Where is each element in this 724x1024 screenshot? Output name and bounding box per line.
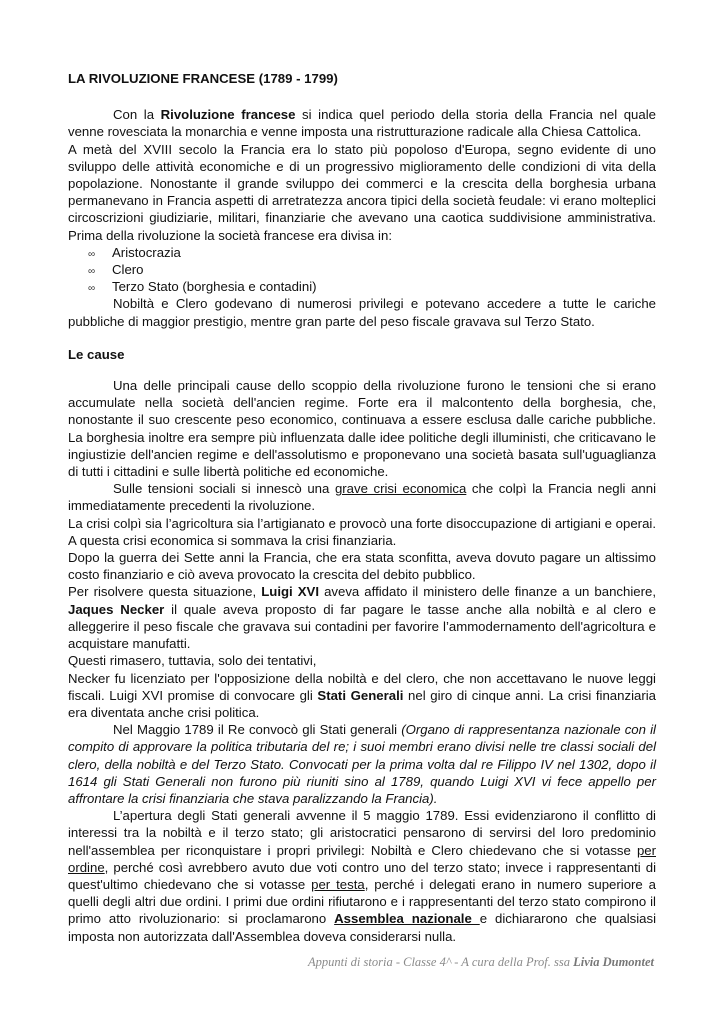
infinity-bullet-icon: ∞: [88, 248, 96, 260]
text: , perché così avrebbero avuto due voti contro uno del terzo stato; invece i rappresentanti di quest'ultimo chiedevano che si votasse: [68, 859, 656, 892]
text: Sulle tensioni sociali si innescò una: [113, 481, 335, 497]
intro-paragraph-1: [68, 106, 656, 140]
bold-term: Rivoluzione francese: [160, 107, 296, 123]
text: nel giro di cinque anni. La crisi finanziaria era diventata anche crisi politica.: [68, 687, 656, 720]
page-footer: [308, 955, 654, 970]
causes-paragraph-6: Questi rimasero, tuttavia, solo dei tentativi,: [68, 653, 317, 669]
causes-paragraph-1: Una delle principali cause dello scoppio della rivoluzione furono le tensioni che si erano accumulate nella società dell'ancien regime. Forte era il malcontento della borghesia, che, nonostante il suo crescente peso economico, continuava a essere esclusa dalle cariche pubbliche. La borghesia inoltre era sempre più influenzata dalle idee politiche degli illuministi, che criticavano le ingiustizie dell'ancien regime e dell'assolutismo e proponevano una società basata sull'uguaglianza di tutti i cittadini e sulle libertà politiche ed economiche.: [68, 378, 656, 480]
text: Necker fu licenziato per l'opposizione della nobiltà e del clero, che non accettavano le nuove leggi fiscali. Luigi XVI promise di convocare gli: [68, 670, 656, 703]
text: Per risolvere questa situazione,: [68, 584, 262, 600]
society-list: [68, 244, 656, 296]
text: il quale aveva proposto di far pagare le tasse anche alla nobiltà e al clero e alleggerire il peso fiscale che gravava sui contadini per favorire l’ammodernamento dell'agricoltura e acquistare manufatti.: [68, 601, 656, 652]
text: che colpì la Francia negli anni immediatamente precedenti la rivoluzione.: [68, 481, 657, 514]
list-item-text: Aristocrazia: [112, 244, 181, 260]
list-item: [68, 278, 656, 295]
section-heading-causes: Le cause: [68, 346, 125, 362]
text: si indica quel periodo della storia della Francia nel quale venne rovesciata la monarchia e venne imposta una ristrutturazione radicale alla Chiesa Cattolica.: [68, 107, 656, 140]
italic-note: (Organo di rappresentanza nazionale con il compito di approvare la politica tributaria del re; i suoi membri erano divisi nelle tre classi sociali del clero, della nobiltà e del Terzo Stato. Convocati per la prima volta dal re Filippo IV nel 1302, dopo il 1614 gli Stati Generali non furono più riuniti sino al 1789, quando Luigi XVI vi fece appello per affrontare la crisi finanziaria che stava paralizzando la Francia).: [68, 722, 656, 806]
causes-paragraph-8: [68, 721, 656, 807]
text: L’apertura degli Stati generali avvenne il 5 maggio 1789. Essi evidenziarono il conflitto di interessi tra la nobiltà e il terzo stato; gli aristocratici pensarono di servirsi del loro predominio nell'assemblea per riconquistare i propri privilegi: Nobiltà e Clero chiedevano che si votasse: [68, 808, 656, 858]
underlined-term: per ordine: [68, 842, 656, 875]
intro-paragraph-2: A metà del XVIII secolo la Francia era lo stato più popoloso d'Europa, segno evidente di uno sviluppo delle attività economiche e di un progressivo miglioramento delle condizioni di vita della popolazione. Nonostante il grande sviluppo dei commerci e la crescita della borghesia urbana permanevano in Francia aspetti di arretratezza ancora tipici della società feudale: vi erano molteplici circoscrizioni giudiziarie, militari, finanziarie che avevano una caotica suddivisione amministrativa. Prima della rivoluzione la società francese era divisa in:: [68, 141, 656, 243]
list-item-text: Clero: [112, 262, 144, 278]
list-item: [68, 261, 656, 278]
text: e dichiararono che qualsiasi imposta non autorizzata dall'Assemblea doveva considerarsi nulla.: [68, 911, 657, 944]
causes-paragraph-3: La crisi colpì sia l’agricoltura sia l’artigianato e provocò una forte disoccupazione di artigiani e operai. A questa crisi economica si sommava la crisi finanziaria.: [68, 515, 656, 548]
footer-author: Livia Dumontet: [573, 955, 654, 969]
bold-term: Stati Generali: [317, 687, 404, 703]
infinity-bullet-icon: ∞: [88, 266, 96, 278]
footer-text: Appunti di storia - Classe 4^ - A cura della Prof. ssa: [307, 955, 574, 969]
text: aveva affidato il ministero delle finanze a un banchiere,: [319, 584, 656, 600]
causes-paragraph-4: Dopo la guerra dei Sette anni la Francia, che era stata sconfitta, aveva dovuto pagare un altissimo costo finanziario e ciò aveva provocato la crescita del debito pubblico.: [68, 550, 656, 583]
infinity-bullet-icon: ∞: [88, 283, 96, 295]
bold-term: Jaques Necker: [68, 601, 165, 617]
text: , perché i delegati erano in numero superiore a quelli degli altri due ordini. I primi due ordini rifiutarono e i rappresentanti del terzo stato compirono il primo atto rivoluzionario: si proclamarono: [68, 876, 656, 927]
document-body: [68, 70, 656, 945]
underlined-term: grave crisi economica: [334, 481, 467, 497]
text: Con la: [113, 107, 161, 123]
document-title: LA RIVOLUZIONE FRANCESE (1789 - 1799): [68, 71, 338, 86]
underlined-term: per testa: [311, 876, 365, 892]
causes-paragraph-2: [68, 480, 656, 514]
intro-paragraph-3: Nobiltà e Clero godevano di numerosi privilegi e potevano accedere a tutte le cariche pubbliche di maggior prestigio, mentre gran parte del peso fiscale gravava sul Terzo Stato.: [68, 296, 656, 329]
bold-term: Luigi XVI: [261, 584, 320, 600]
list-item: [68, 244, 656, 261]
text: Nel Maggio 1789 il Re convocò gli Stati generali: [113, 722, 402, 738]
causes-paragraph-9: [68, 807, 656, 945]
causes-paragraph-5: [68, 583, 656, 652]
bold-underlined-term: Assemblea nazionale: [334, 911, 480, 927]
list-item-text: Terzo Stato (borghesia e contadini): [112, 279, 317, 295]
causes-paragraph-7: [68, 670, 656, 722]
